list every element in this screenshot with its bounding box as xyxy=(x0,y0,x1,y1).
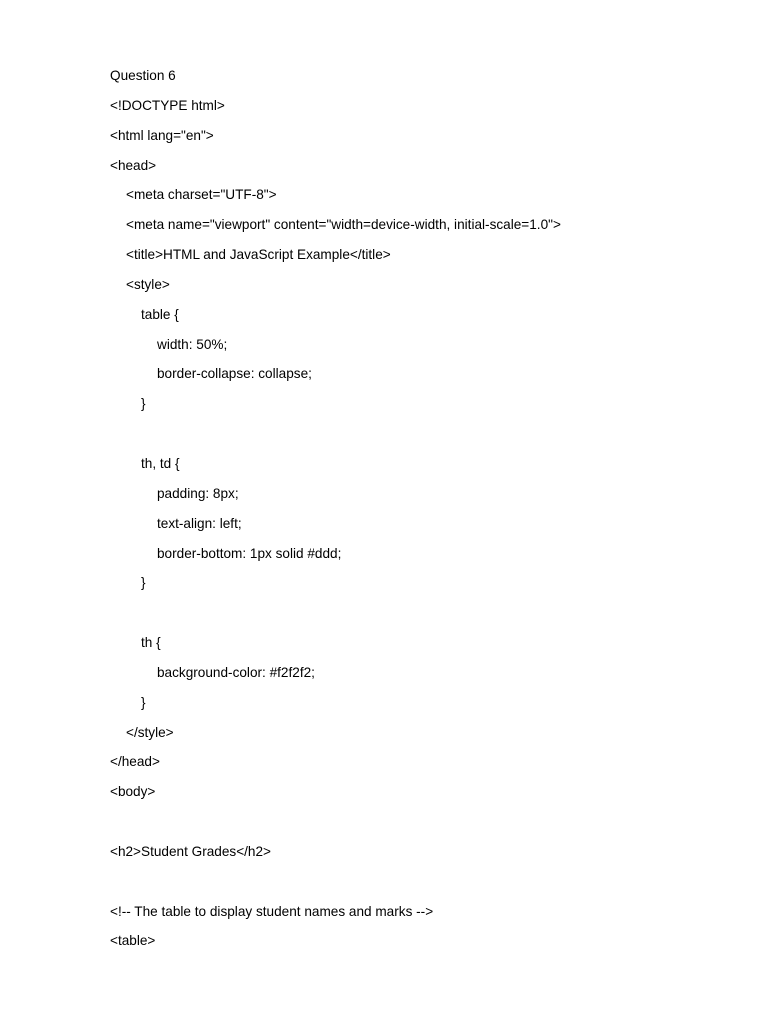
blank-line xyxy=(110,602,750,632)
code-line: border-bottom: 1px solid #ddd; xyxy=(157,545,342,561)
code-line: text-align: left; xyxy=(157,515,242,531)
code-line: <!DOCTYPE html> xyxy=(110,97,225,113)
code-line: </head> xyxy=(110,754,160,770)
code-line: table { xyxy=(141,306,179,322)
blank-line xyxy=(110,871,750,901)
code-line: th { xyxy=(141,635,161,651)
code-listing xyxy=(110,65,750,960)
code-line: width: 50%; xyxy=(157,336,228,352)
code-line: <meta charset="UTF-8"> xyxy=(126,187,277,203)
code-line: } xyxy=(141,396,146,412)
code-line: border-collapse: collapse; xyxy=(157,366,312,382)
code-line: <h2>Student Grades</h2> xyxy=(110,843,271,859)
code-line: background-color: #f2f2f2; xyxy=(157,664,315,680)
blank-line xyxy=(110,423,750,453)
question-heading: Question 6 xyxy=(110,68,176,83)
code-line: } xyxy=(141,694,146,710)
code-line: <body> xyxy=(110,784,156,800)
code-line: padding: 8px; xyxy=(157,485,239,501)
code-line: th, td { xyxy=(141,455,180,471)
code-line: <head> xyxy=(110,157,157,173)
blank-line xyxy=(110,811,750,841)
code-line: <title>HTML and JavaScript Example</title> xyxy=(126,247,391,263)
code-line: </style> xyxy=(126,724,174,740)
code-line: <html lang="en"> xyxy=(110,127,214,143)
code-line: <!-- The table to display student names and marks --> xyxy=(110,903,434,919)
code-line: <table> xyxy=(110,933,156,949)
code-line: <meta name="viewport" content="width=device-width, initial-scale=1.0"> xyxy=(126,217,561,233)
code-line: <style> xyxy=(126,276,170,292)
code-line: } xyxy=(141,575,146,591)
